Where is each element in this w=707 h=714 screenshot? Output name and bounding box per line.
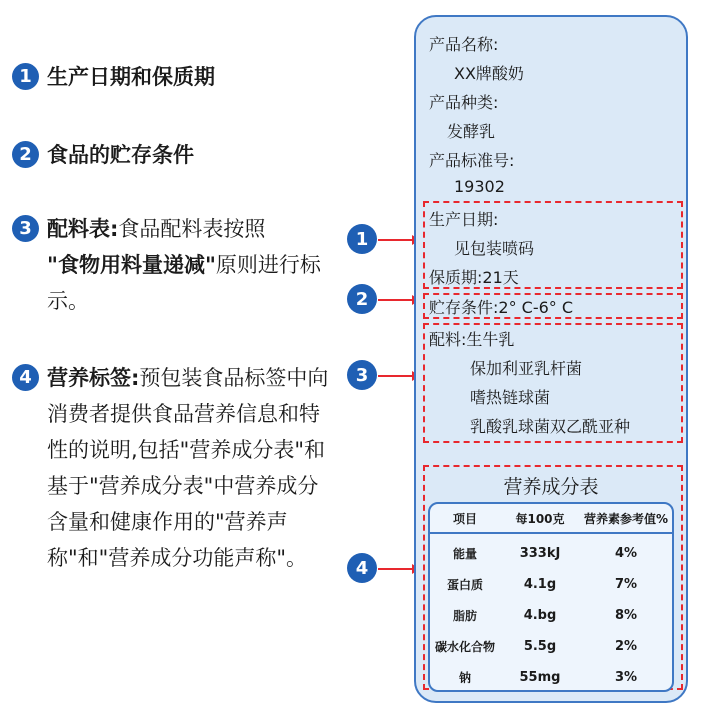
nutrient-name: 钠 <box>458 671 471 685</box>
explanation-item-1 <box>12 59 215 95</box>
table-row <box>430 662 672 692</box>
item-text: 预包装食品标签中向消费者提供食品营养信息和特性的说明,包括"营养成分表"和基于"营养成分表"中营养成分含量和健康作用的"营养声称"和"营养成分功能声称"。 <box>47 366 329 570</box>
product-name: XX牌酸奶 <box>454 64 524 83</box>
callout-arrow-3 <box>378 375 418 377</box>
number-badge: 2 <box>12 141 39 168</box>
callout-arrow-2 <box>378 299 418 301</box>
product-label-card <box>414 15 688 703</box>
nutrient-name: 脂肪 <box>452 609 477 623</box>
item-title: 配料表: <box>47 217 119 241</box>
storage-condition: 贮存条件:2° C-6° C <box>429 298 574 317</box>
nutrient-amount: 4.1g <box>523 577 557 592</box>
number-badge: 3 <box>12 215 39 242</box>
nutrient-nrv: 7% <box>614 577 638 592</box>
item-title: 营养标签: <box>47 366 140 390</box>
nutrient-nrv: 2% <box>614 639 638 654</box>
callout-badge-3: 3 <box>347 360 377 390</box>
explanation-item-4 <box>12 360 337 576</box>
explanation-item-3 <box>12 211 337 319</box>
nutrient-name: 能量 <box>452 547 477 561</box>
callout-arrow-4 <box>378 568 418 570</box>
header-cell: 项目 <box>452 511 477 526</box>
production-date-label: 生产日期: <box>429 210 499 229</box>
ingredients-label: 配料:生牛乳 <box>429 330 515 349</box>
standard-number: 19302 <box>454 177 505 196</box>
header-cell: 营养素参考值% <box>583 511 669 526</box>
shelf-life: 保质期:21天 <box>429 268 519 287</box>
table-row <box>430 600 672 631</box>
ingredient-item: 乳酸乳球菌双乙酰亚种 <box>470 417 631 436</box>
item-title: 食品的贮存条件 <box>47 143 194 167</box>
callout-badge-4: 4 <box>347 553 377 583</box>
table-row <box>430 631 672 662</box>
nutrient-nrv: 3% <box>614 670 638 685</box>
table-row <box>430 538 672 569</box>
nutrient-name: 蛋白质 <box>446 578 483 592</box>
standard-label: 产品标准号: <box>429 151 515 170</box>
nutrition-table <box>428 502 674 692</box>
nutrient-amount: 55mg <box>519 670 561 685</box>
table-row <box>430 569 672 600</box>
product-type-label: 产品种类: <box>429 93 499 112</box>
ingredient-item: 保加利亚乳杆菌 <box>470 359 583 378</box>
item-bold-quote: "食物用料量递减" <box>47 253 216 277</box>
explanation-item-2 <box>12 137 194 173</box>
nutrient-amount: 333kJ <box>519 546 561 561</box>
product-type: 发酵乳 <box>447 122 496 141</box>
header-cell: 每100克 <box>515 511 565 526</box>
nutrient-name: 碳水化合物 <box>434 640 495 654</box>
product-name-label: 产品名称: <box>429 35 499 54</box>
number-badge: 1 <box>12 63 39 90</box>
nutrient-amount: 5.5g <box>523 639 557 654</box>
nutrition-table-title: 营养成分表 <box>503 476 599 498</box>
callout-arrow-1 <box>378 239 418 241</box>
callout-badge-1: 1 <box>347 224 377 254</box>
item-text: 原则进行标示。 <box>47 253 321 313</box>
item-title: 生产日期和保质期 <box>47 65 215 89</box>
ingredient-item: 嗜热链球菌 <box>470 388 551 407</box>
number-badge: 4 <box>12 364 39 391</box>
nutrient-nrv: 8% <box>614 608 638 623</box>
callout-badge-2: 2 <box>347 284 377 314</box>
nutrient-amount: 4.bg <box>523 608 557 623</box>
production-date: 见包装喷码 <box>454 239 535 258</box>
nutrient-nrv: 4% <box>614 546 638 561</box>
nutrition-table-header <box>430 504 672 534</box>
item-text: 食品配料表按照 <box>118 217 266 241</box>
